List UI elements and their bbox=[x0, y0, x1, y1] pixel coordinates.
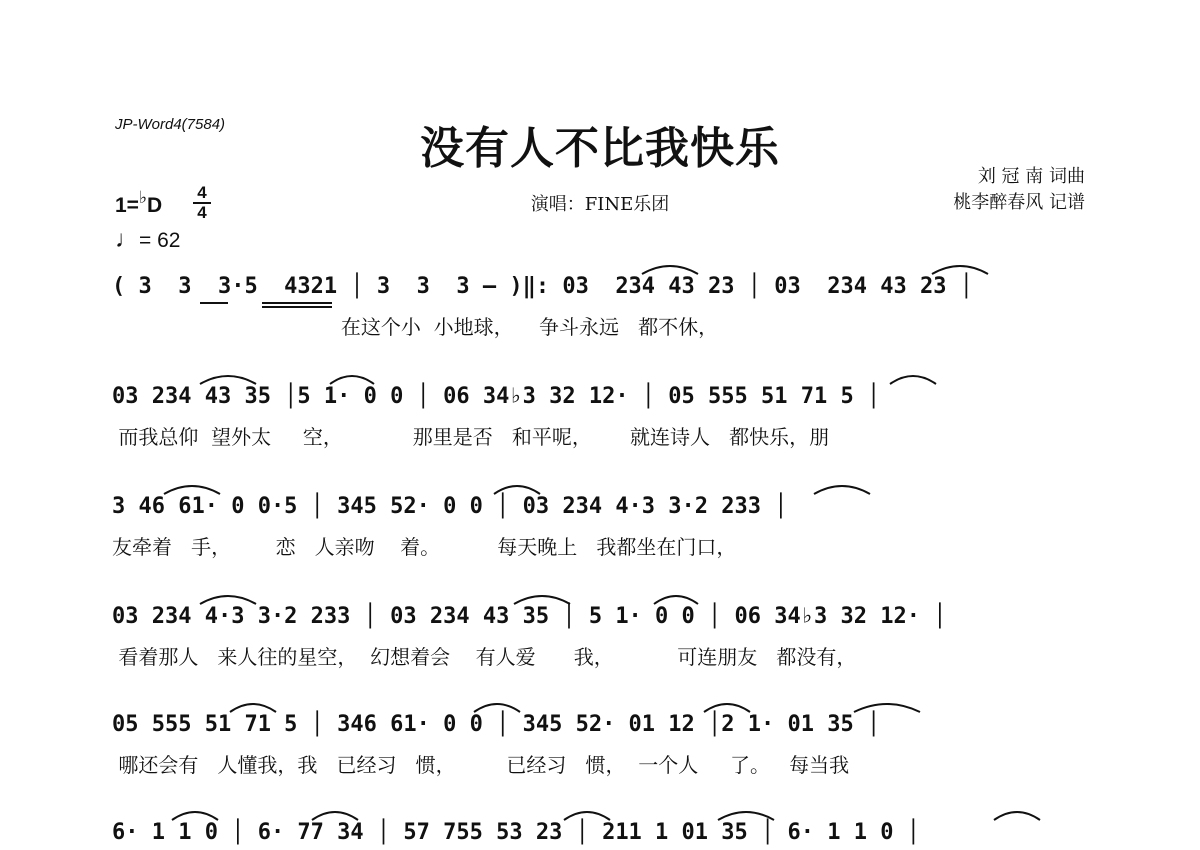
source-label: JP-Word4(7584) bbox=[115, 116, 226, 133]
score-row-3 bbox=[112, 490, 1092, 570]
lyric-line: 看着那人 来人往的星空， 幻想着会 有人爱 我， 可连朋友 都没有， bbox=[112, 645, 857, 669]
tie-slur bbox=[170, 808, 220, 822]
underline bbox=[262, 306, 332, 308]
singer-credit: 演唱：FINE乐团 bbox=[530, 194, 670, 215]
notation-line: 05 555 51 71 5 │ 346 61· 0 0 │ 345 52· 01 12 │2 1· 01 35 │ bbox=[112, 712, 881, 737]
tie-slur bbox=[562, 808, 612, 822]
tie-slur bbox=[310, 808, 360, 822]
lyric-line: 在这个小 小地球， 争斗永远 都不休， bbox=[112, 315, 719, 339]
tie-slur bbox=[492, 482, 542, 496]
tie-slur bbox=[198, 592, 258, 606]
key-prefix: 1= bbox=[115, 194, 139, 217]
tie-slur bbox=[812, 482, 872, 496]
tempo-marking bbox=[115, 226, 180, 254]
tie-slur bbox=[992, 808, 1042, 822]
tie-slur bbox=[716, 808, 776, 822]
score-row-6 bbox=[112, 816, 1092, 850]
time-signature bbox=[190, 184, 214, 222]
notation-line: 03 234 43 35 │5 1· 0 0 │ 06 34♭3 32 12· │ 05 555 51 71 5 │ bbox=[112, 384, 881, 409]
tie-slur bbox=[640, 262, 700, 276]
underline bbox=[262, 302, 332, 304]
notation-line: 6· 1 1 0 │ 6· 77 34 │ 57 755 53 23 │ 211 1 01 35 │ 6· 1 1 0 │ bbox=[112, 820, 920, 845]
key-signature bbox=[115, 188, 162, 218]
score-row-5 bbox=[112, 708, 1092, 788]
tie-slur bbox=[930, 262, 990, 276]
lyric-line: 友牵着 手， 恋 人亲吻 着。 每天晚上 我都坐在门口， bbox=[112, 535, 737, 559]
notation-line: 03 234 4·3 3·2 233 │ 03 234 43 35 │ 5 1· 0 0 │ 06 34♭3 32 12· │ bbox=[112, 604, 947, 629]
tie-slur bbox=[852, 700, 922, 714]
score-row-4 bbox=[112, 600, 1092, 680]
song-title: 没有人不比我快乐 bbox=[420, 123, 780, 174]
tie-slur bbox=[228, 700, 278, 714]
tie-slur bbox=[328, 372, 376, 386]
notation-line: 3 46 61· 0 0·5 │ 345 52· 0 0 │ 03 234 4·3 3·2 233 │ bbox=[112, 494, 788, 519]
lyric-line: 哪还会有 人懂我，我 已经习 惯， 已经习 惯， 一个人 了。 每当我 bbox=[112, 753, 850, 777]
tie-slur bbox=[198, 372, 258, 386]
lyric-line: 而我总仰 望外太 空， 那里是否 和平呢， 就连诗人 都快乐，朋 bbox=[112, 425, 830, 449]
tie-slur bbox=[472, 700, 522, 714]
transcriber-credit: 桃李醉春风 记谱 bbox=[953, 192, 1085, 213]
tie-slur bbox=[512, 592, 572, 606]
score-row-1 bbox=[112, 270, 1092, 350]
tie-slur bbox=[888, 372, 938, 386]
tie-slur bbox=[652, 592, 700, 606]
flat-symbol: ♭ bbox=[138, 188, 147, 207]
key-note: D bbox=[146, 194, 163, 217]
time-top: 4 bbox=[197, 183, 207, 202]
notation-line: ( 3 3 3·5 4321 │ 3 3 3 – )‖: 03 234 43 23 │ 03 234 43 23 │ bbox=[112, 274, 973, 299]
time-bottom: 4 bbox=[197, 203, 207, 222]
underline bbox=[200, 302, 228, 304]
tempo-value: = 62 bbox=[139, 229, 181, 252]
quarter-note-icon: ♩ bbox=[115, 226, 139, 253]
score-row-2 bbox=[112, 380, 1092, 460]
tie-slur bbox=[702, 700, 752, 714]
composer-credit: 刘 冠 南 词曲 bbox=[977, 166, 1085, 187]
tie-slur bbox=[162, 482, 222, 496]
